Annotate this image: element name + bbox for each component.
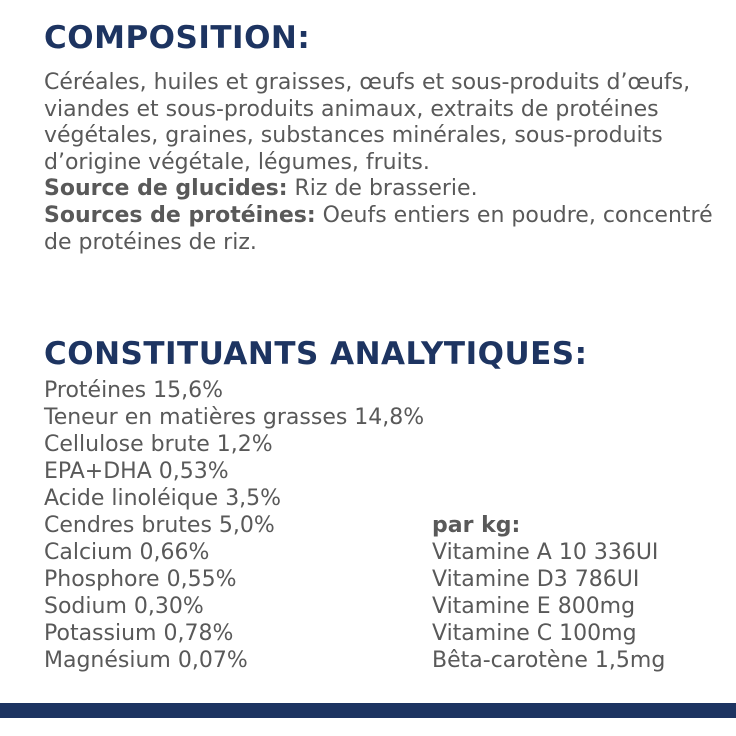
per-kg-item: Vitamine E 800mg [432, 594, 636, 619]
constituent-item: Cellulose brute 1,2% [44, 432, 273, 457]
constituent-item: Cendres brutes 5,0% [44, 513, 275, 538]
per-kg-item: Bêta-carotène 1,5mg [432, 648, 666, 673]
per-kg-list [432, 377, 665, 674]
per-kg-heading: par kg: [432, 513, 521, 538]
carb-source-line [44, 176, 724, 203]
constituent-item: Potassium 0,78% [44, 621, 234, 646]
protein-sources-value: Oeufs entiers en poudre, concentré de protéines de riz. [44, 202, 713, 255]
bottom-bar [0, 703, 736, 718]
carb-source-label: Source de glucides: [44, 176, 288, 202]
constituent-item: Calcium 0,66% [44, 540, 210, 565]
analytical-constituents-heading: CONSTITUANTS ANALYTIQUES: [44, 336, 588, 372]
constituents-list [44, 377, 424, 674]
constituent-item: Magnésium 0,07% [44, 648, 248, 673]
carb-source-value: Riz de brasserie. [287, 176, 478, 202]
per-kg-item: Vitamine A 10 336UI [432, 540, 659, 565]
constituent-item: Teneur en matières grasses 14,8% [44, 405, 425, 430]
constituent-item: Acide linoléique 3,5% [44, 486, 282, 511]
constituent-item: Protéines 15,6% [44, 378, 223, 403]
protein-sources-label: Sources de protéines: [44, 202, 316, 228]
constituent-item: Sodium 0,30% [44, 594, 204, 619]
constituent-item: Phosphore 0,55% [44, 567, 237, 592]
per-kg-item: Vitamine C 100mg [432, 621, 637, 646]
composition-section [44, 70, 724, 256]
constituent-item: EPA+DHA 0,53% [44, 459, 229, 484]
per-kg-item: Vitamine D3 786UI [432, 567, 640, 592]
ingredients-text: Céréales, huiles et graisses, œufs et sous-produits d’œufs, viandes et sous-produits animaux, extraits de protéines végétales, graines, substances minérales, sous-produits d’origine végétale, légumes, fruits. [44, 70, 691, 175]
composition-heading: COMPOSITION: [44, 20, 311, 56]
protein-sources-line [44, 203, 724, 256]
